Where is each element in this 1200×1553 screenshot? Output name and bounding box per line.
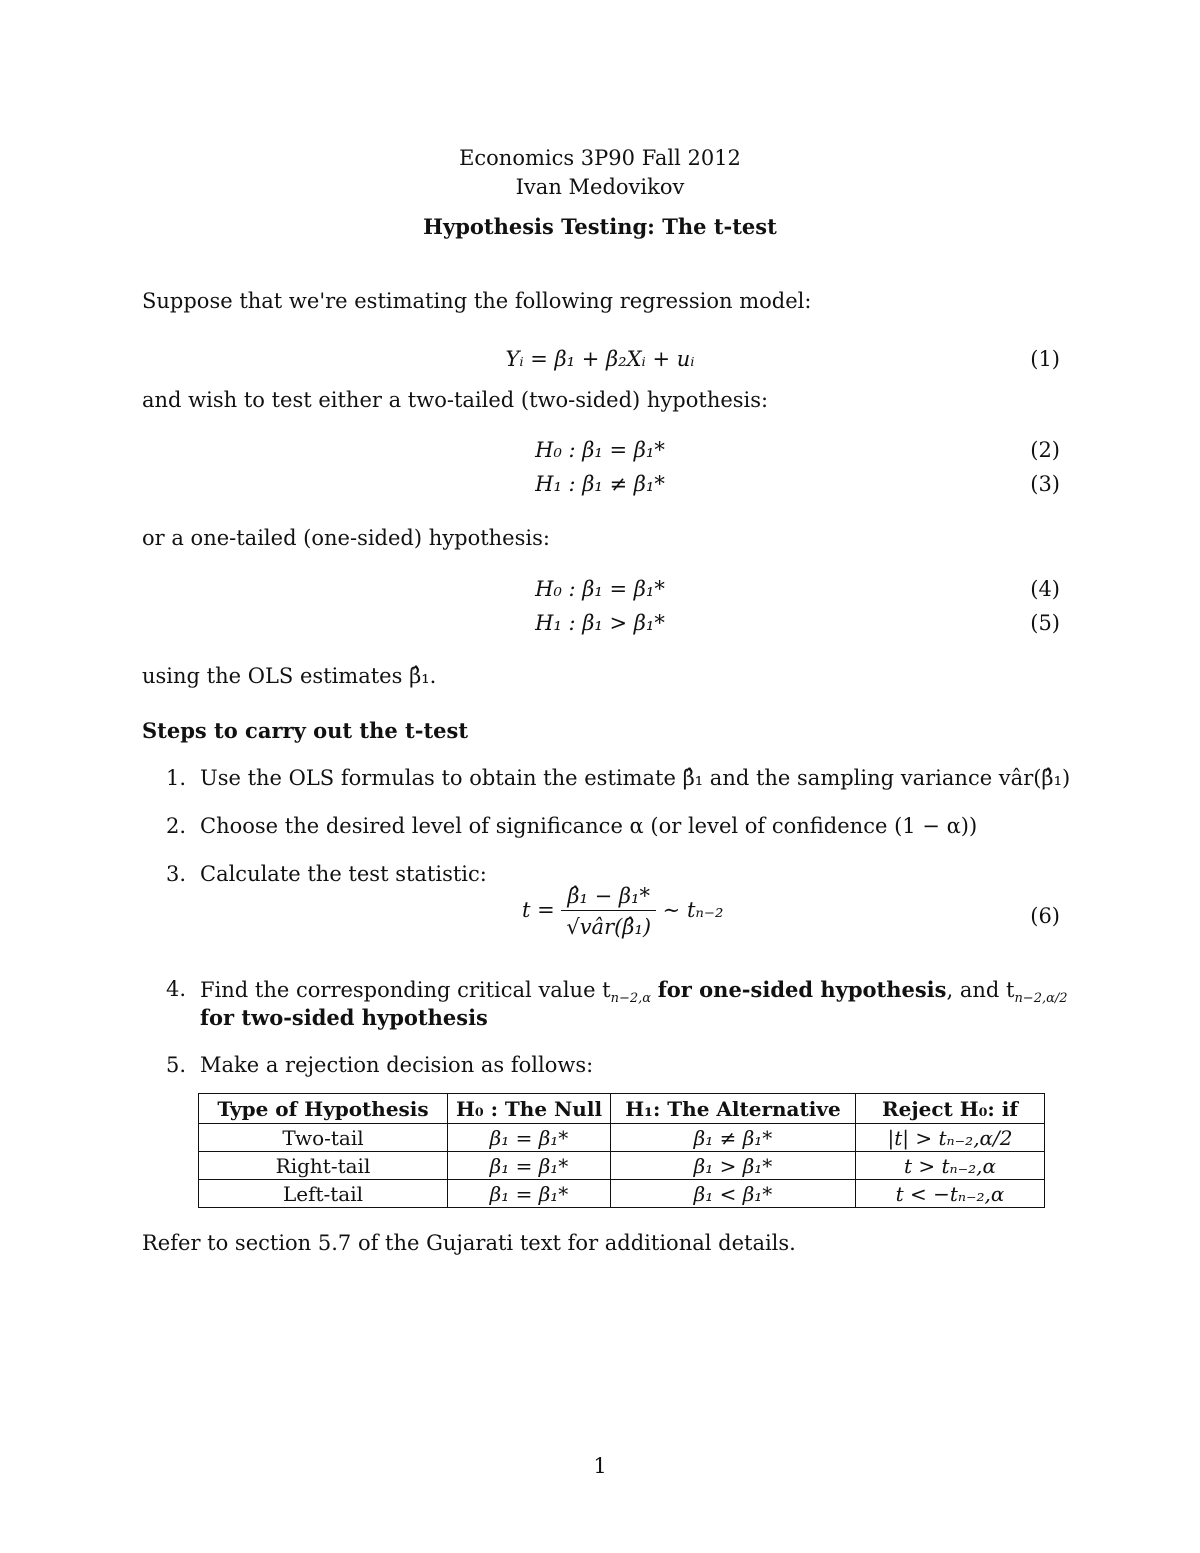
equation-5-body: H₁ : β₁ > β₁* [535,611,665,635]
equation-4-number: (4) [1030,577,1060,601]
step-4-number: 4. [166,977,187,1001]
step-4-text-c: , and t [946,978,1015,1002]
two-tailed-paragraph: and wish to test either a two-tailed (two-sided) hypothesis: [142,388,769,412]
table-row [199,1152,1045,1180]
equation-6-fraction [561,884,656,939]
step-4-two-sided: for two-sided hypothesis [200,1005,488,1030]
step-1-text: Use the OLS formulas to obtain the estimate β̂₁ and the sampling variance vâr(β̂₁) [200,766,1071,790]
step-4-text-a: Find the corresponding critical value t [200,978,611,1002]
table-cell: β₁ < β₁* [611,1180,856,1208]
equation-6-number: (6) [1030,904,1060,928]
table-cell: β₁ > β₁* [611,1152,856,1180]
equation-1-number: (1) [1030,347,1060,371]
equation-4 [0,577,1200,601]
table-cell: β₁ ≠ β₁* [611,1124,856,1152]
table-header: Reject H₀: if [856,1094,1045,1124]
equation-2-number: (2) [1030,438,1060,462]
step-3-number: 3. [166,862,187,886]
intro-paragraph: Suppose that we're estimating the following regression model: [142,289,812,313]
document-title: Hypothesis Testing: The t-test [423,214,777,239]
ols-estimates-paragraph: using the OLS estimates β̂₁. [142,664,437,688]
step-1-number: 1. [166,766,187,790]
equation-1 [0,347,1200,371]
equation-6 [522,884,723,939]
step-5-text: Make a rejection decision as follows: [200,1053,594,1077]
equation-6-lhs: t = [522,898,555,922]
table-cell: Two-tail [199,1124,448,1152]
steps-heading: Steps to carry out the t-test [142,718,469,743]
equation-1-body: Yᵢ = β₁ + β₂Xᵢ + uᵢ [505,347,695,371]
one-tailed-paragraph: or a one-tailed (one-sided) hypothesis: [142,526,550,550]
table-cell: β₁ = β₁* [448,1124,611,1152]
table-row [199,1180,1045,1208]
equation-5 [0,611,1200,635]
step-4-one-sided: for one-sided hypothesis [657,977,947,1002]
equation-6-denominator: √vâr(β̂₁) [566,915,652,939]
table-cell: Right-tail [199,1152,448,1180]
table-row [199,1124,1045,1152]
equation-4-body: H₀ : β₁ = β₁* [535,577,665,601]
reference-note: Refer to section 5.7 of the Gujarati text for additional details. [142,1231,796,1255]
equation-6-rhs: ∼ tₙ₋₂ [662,898,724,922]
equation-3-body: H₁ : β₁ ≠ β₁* [535,472,665,496]
table-cell: t < −tₙ₋₂,α [856,1180,1045,1208]
author-name: Ivan Medovikov [515,175,685,199]
table-cell: Left-tail [199,1180,448,1208]
step-4-text: Find the corresponding critical value $t_{n-2,\alpha}$ for one-sided hypothesis, and $t_{n-2,\alpha/2}$ [200,977,1068,1007]
equation-6-numerator: β̂₁ − β₁* [561,884,656,911]
table-header-row [199,1094,1045,1124]
step-3-text: Calculate the test statistic: [200,862,487,886]
table-header: H₁: The Alternative [611,1094,856,1124]
step-2-text: Choose the desired level of significance α (or level of confidence (1 − α)) [200,814,978,838]
table-cell: t > tₙ₋₂,α [856,1152,1045,1180]
equation-5-number: (5) [1030,611,1060,635]
equation-2 [0,438,1200,462]
step-2-number: 2. [166,814,187,838]
course-title: Economics 3P90 Fall 2012 [459,146,741,170]
table-cell: β₁ = β₁* [448,1180,611,1208]
page-number: 1 [593,1454,607,1478]
table-cell: β₁ = β₁* [448,1152,611,1180]
equation-3 [0,472,1200,496]
table-header: H₀ : The Null [448,1094,611,1124]
equation-2-body: H₀ : β₁ = β₁* [535,438,665,462]
table-header: Type of Hypothesis [199,1094,448,1124]
step-5-number: 5. [166,1053,187,1077]
table-cell: |t| > tₙ₋₂,α/2 [856,1124,1045,1152]
equation-3-number: (3) [1030,472,1060,496]
decision-table [198,1093,1045,1208]
